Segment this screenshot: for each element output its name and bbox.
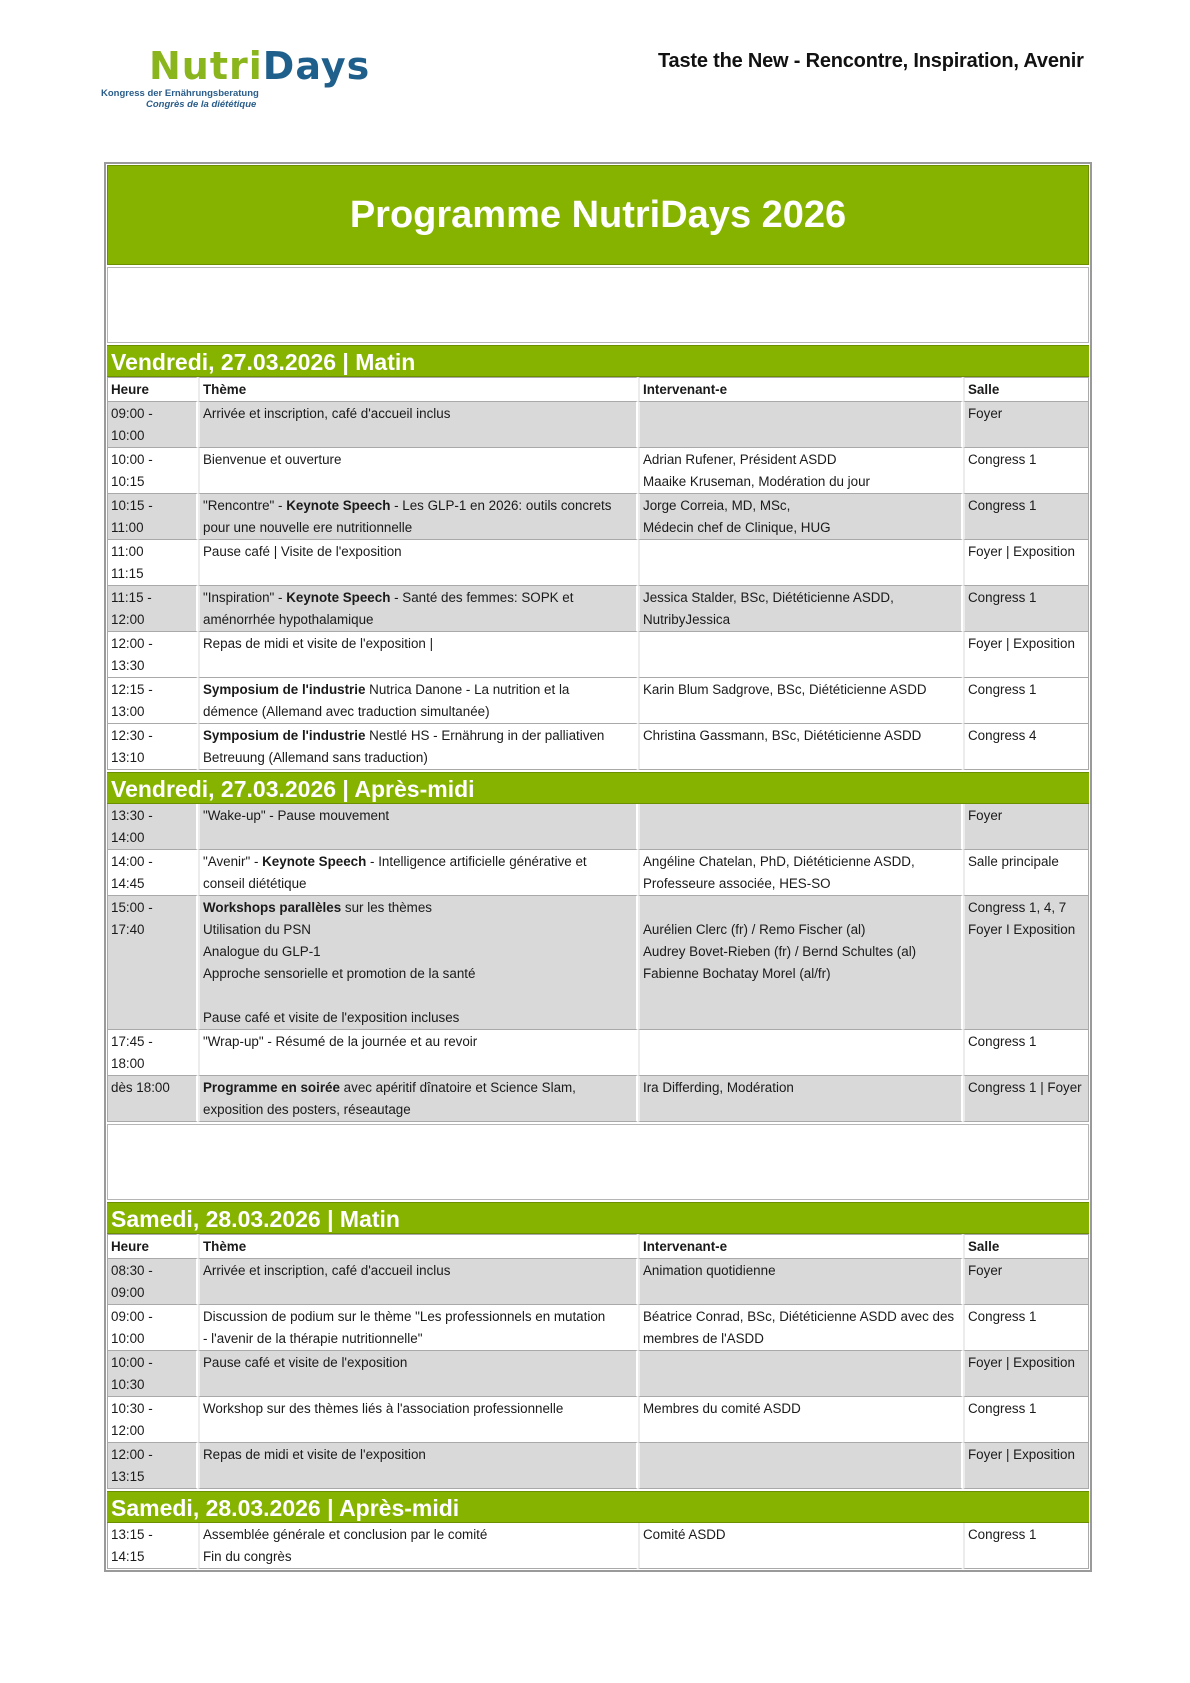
time-line: 13:30 (111, 658, 145, 673)
theme-cell (198, 724, 638, 770)
theme-text: Arrivée et inscription, café d'accueil inclus (203, 1263, 451, 1278)
theme-cell (198, 1259, 638, 1305)
theme-emphasis: Keynote Speech (262, 854, 367, 869)
time-line: 17:40 (111, 922, 145, 937)
theme-cell (198, 1351, 638, 1397)
time-cell (107, 1076, 198, 1122)
room-line: Salle principale (968, 854, 1059, 869)
room-line: Foyer | Exposition (968, 544, 1075, 559)
theme-text: Arrivée et inscription, café d'accueil inclus (203, 406, 451, 421)
speaker-cell (638, 1305, 963, 1351)
theme-line (203, 701, 633, 723)
theme-emphasis: Symposium de l'industrie (203, 728, 366, 743)
time-cell (107, 896, 198, 1030)
room-line: Congress 1 | Foyer (968, 1080, 1082, 1095)
time-line: 11:15 (111, 566, 144, 581)
section-heading: Vendredi, 27.03.2026 | Matin (107, 345, 1089, 377)
table-row (107, 724, 1089, 770)
theme-text: "Wake-up" - Pause mouvement (203, 808, 390, 823)
speaker-line: Aurélien Clerc (fr) / Remo Fischer (al) (643, 922, 866, 937)
column-header-room: Salle (963, 377, 1089, 402)
theme-cell (198, 1443, 638, 1489)
speaker-line: Christina Gassmann, BSc, Diététicienne ASDD (643, 728, 922, 743)
time-cell (107, 402, 198, 448)
time-line: 11:00 (111, 544, 144, 559)
column-header-theme: Thème (198, 377, 638, 402)
title-band (107, 165, 1089, 265)
time-line: 09:00 - (111, 1309, 153, 1324)
theme-emphasis: Workshops parallèles (203, 900, 342, 915)
speaker-line: Ira Differding, Modération (643, 1080, 794, 1095)
time-cell (107, 850, 198, 896)
room-cell (963, 1523, 1089, 1569)
theme-line (203, 805, 633, 827)
table-header-row (107, 1234, 1089, 1259)
theme-text: Pause café et visite de l'exposition (203, 1355, 408, 1370)
logo-subtitle-fr: Congrès de la diététique (146, 99, 257, 110)
theme-line (203, 517, 633, 539)
time-line: 14:00 - (111, 854, 153, 869)
theme-line (203, 1524, 633, 1546)
theme-cell (198, 850, 638, 896)
section-heading: Samedi, 28.03.2026 | Matin (107, 1202, 1089, 1234)
table-row (107, 448, 1089, 494)
time-line: 12:15 - (111, 682, 153, 697)
column-header-speaker: Intervenant-e (638, 1234, 963, 1259)
theme-emphasis: Keynote Speech (286, 498, 391, 513)
theme-line (203, 1077, 633, 1099)
theme-text: Repas de midi et visite de l'exposition | (203, 636, 434, 651)
theme-text: Discussion de podium sur le thème "Les professionnels en mutation (203, 1309, 606, 1324)
speaker-cell (638, 1259, 963, 1305)
speaker-line: Béatrice Conrad, BSc, Diététicienne ASDD avec des (643, 1309, 955, 1324)
room-line: Congress 1 (968, 1527, 1037, 1542)
speaker-line: Jessica Stalder, BSc, Diététicienne ASDD, (643, 590, 894, 605)
room-line: Congress 1 (968, 1401, 1037, 1416)
room-cell (963, 1351, 1089, 1397)
room-line: Foyer (968, 406, 1003, 421)
room-line: Congress 1 (968, 498, 1037, 513)
room-line: Congress 1 (968, 452, 1037, 467)
table-row (107, 1305, 1089, 1351)
speaker-cell (638, 1030, 963, 1076)
theme-cell (198, 1030, 638, 1076)
theme-text: Fin du congrès (203, 1549, 292, 1564)
column-header-time: Heure (107, 377, 198, 402)
room-cell (963, 586, 1089, 632)
time-cell (107, 1443, 198, 1489)
speaker-cell (638, 1397, 963, 1443)
speaker-line: NutribyJessica (643, 612, 731, 627)
theme-line (203, 1328, 633, 1350)
theme-text: "Wrap-up" - Résumé de la journée et au revoir (203, 1034, 478, 1049)
theme-line (203, 403, 633, 425)
room-line: Foyer I Exposition (968, 922, 1076, 937)
speaker-cell (638, 540, 963, 586)
time-line: 10:00 (111, 1331, 145, 1346)
schedule-table (107, 804, 1089, 1122)
page-title: Programme NutriDays 2026 (349, 193, 847, 236)
room-cell (963, 850, 1089, 896)
table-row (107, 632, 1089, 678)
theme-cell (198, 678, 638, 724)
column-header-time: Heure (107, 1234, 198, 1259)
theme-line (203, 449, 633, 471)
theme-line (203, 1306, 633, 1328)
room-cell (963, 448, 1089, 494)
speaker-line: Karin Blum Sadgrove, BSc, Diététicienne ASDD (643, 682, 927, 697)
theme-text: Pause café | Visite de l'exposition (203, 544, 402, 559)
time-cell (107, 448, 198, 494)
theme-line (203, 1260, 633, 1282)
room-line: Congress 1 (968, 1309, 1037, 1324)
speaker-line: Maaike Kruseman, Modération du jour (643, 474, 871, 489)
room-cell (963, 804, 1089, 850)
speaker-line: Fabienne Bochatay Morel (al/fr) (643, 966, 831, 981)
table-row (107, 1351, 1089, 1397)
time-line: dès 18:00 (111, 1080, 170, 1095)
theme-line (203, 747, 633, 769)
theme-line (203, 1007, 633, 1029)
table-row (107, 402, 1089, 448)
time-line: 13:30 - (111, 808, 153, 823)
table-row (107, 540, 1089, 586)
speaker-cell (638, 448, 963, 494)
theme-text: exposition des posters, réseautage (203, 1102, 411, 1117)
time-line: 09:00 (111, 1285, 145, 1300)
speaker-cell (638, 1076, 963, 1122)
theme-cell (198, 632, 638, 678)
theme-text: Bienvenue et ouverture (203, 452, 342, 467)
time-line: 12:00 - (111, 1447, 153, 1462)
theme-line (203, 1352, 633, 1374)
time-line: 18:00 (111, 1056, 145, 1071)
speaker-line: Membres du comité ASDD (643, 1401, 801, 1416)
theme-text: Assemblée générale et conclusion par le comité (203, 1527, 488, 1542)
room-line: Foyer (968, 1263, 1003, 1278)
theme-text: sur les thèmes (341, 900, 432, 915)
theme-cell (198, 1523, 638, 1569)
theme-emphasis: Programme en soirée (203, 1080, 340, 1095)
speaker-cell (638, 494, 963, 540)
theme-text: Betreuung (Allemand sans traduction) (203, 750, 428, 765)
section-heading: Vendredi, 27.03.2026 | Après-midi (107, 772, 1089, 804)
room-line: Congress 1, 4, 7 (968, 900, 1067, 915)
theme-cell (198, 1397, 638, 1443)
table-row (107, 1523, 1089, 1569)
room-cell (963, 896, 1089, 1030)
theme-text: - l'avenir de la thérapie nutritionnelle" (203, 1331, 423, 1346)
table-row (107, 1397, 1089, 1443)
time-cell (107, 724, 198, 770)
room-cell (963, 1259, 1089, 1305)
time-line: 14:00 (111, 830, 145, 845)
time-line: 13:00 (111, 704, 145, 719)
theme-text: Workshop sur des thèmes liés à l'association professionnelle (203, 1401, 564, 1416)
speaker-cell (638, 1443, 963, 1489)
theme-line (203, 1546, 633, 1568)
blank-row (107, 267, 1089, 343)
time-line: 12:00 (111, 1423, 145, 1438)
room-line: Congress 1 (968, 590, 1037, 605)
time-line: 11:00 (111, 520, 144, 535)
nutridays-logo (101, 44, 371, 110)
theme-line (203, 1031, 633, 1053)
logo-days: Days (262, 44, 371, 88)
room-cell (963, 632, 1089, 678)
time-line: 11:15 - (111, 590, 152, 605)
speaker-cell (638, 402, 963, 448)
theme-line (203, 985, 633, 1007)
table-row (107, 850, 1089, 896)
time-line: 17:45 - (111, 1034, 153, 1049)
room-cell (963, 1076, 1089, 1122)
time-line: 10:30 - (111, 1401, 153, 1416)
logo-subtitle-de: Kongress der Ernährungsberatung (101, 88, 259, 99)
time-line: 10:30 (111, 1377, 145, 1392)
room-cell (963, 1305, 1089, 1351)
time-line: 09:00 - (111, 406, 153, 421)
table-row (107, 1443, 1089, 1489)
table-row (107, 494, 1089, 540)
time-cell (107, 586, 198, 632)
theme-text: - Intelligence artificielle générative et (366, 854, 587, 869)
room-cell (963, 1443, 1089, 1489)
time-cell (107, 1305, 198, 1351)
room-cell (963, 1397, 1089, 1443)
speaker-cell (638, 586, 963, 632)
table-row (107, 1030, 1089, 1076)
theme-cell (198, 586, 638, 632)
theme-text: démence (Allemand avec traduction simultanée) (203, 704, 490, 719)
room-line: Foyer | Exposition (968, 1355, 1075, 1370)
time-cell (107, 1523, 198, 1569)
table-row (107, 804, 1089, 850)
time-line: 10:15 (111, 474, 145, 489)
column-header-speaker: Intervenant-e (638, 377, 963, 402)
theme-cell (198, 1076, 638, 1122)
theme-line (203, 495, 633, 517)
room-cell (963, 494, 1089, 540)
speaker-cell (638, 724, 963, 770)
time-line: 13:10 (111, 750, 145, 765)
theme-text: "Inspiration" - (203, 590, 287, 605)
theme-line (203, 941, 633, 963)
column-header-room: Salle (963, 1234, 1089, 1259)
time-cell (107, 1351, 198, 1397)
time-line: 10:15 - (111, 498, 153, 513)
speaker-cell (638, 1523, 963, 1569)
table-row (107, 1259, 1089, 1305)
time-line: 15:00 - (111, 900, 153, 915)
theme-text: avec apéritif dînatoire et Science Slam, (339, 1080, 576, 1095)
theme-text: Utilisation du PSN (203, 922, 311, 937)
speaker-cell (638, 850, 963, 896)
theme-cell (198, 540, 638, 586)
speaker-line: Audrey Bovet-Rieben (fr) / Bernd Schultes (al) (643, 944, 917, 959)
time-line: 13:15 - (111, 1527, 153, 1542)
theme-line (203, 963, 633, 985)
programme-frame (104, 162, 1092, 1572)
theme-cell (198, 804, 638, 850)
theme-text: conseil diététique (203, 876, 307, 891)
theme-cell (198, 896, 638, 1030)
time-line: 12:30 - (111, 728, 153, 743)
room-cell (963, 724, 1089, 770)
column-header-theme: Thème (198, 1234, 638, 1259)
theme-text: "Avenir" - (203, 854, 263, 869)
theme-line (203, 1099, 633, 1121)
speaker-cell (638, 632, 963, 678)
theme-line (203, 851, 633, 873)
speaker-line: Adrian Rufener, Président ASDD (643, 452, 837, 467)
theme-text: Approche sensorielle et promotion de la santé (203, 966, 476, 981)
theme-emphasis: Keynote Speech (286, 590, 391, 605)
time-cell (107, 678, 198, 724)
programme-sections (107, 345, 1089, 1569)
logo-nutri: Nutri (149, 44, 263, 88)
time-cell (107, 1030, 198, 1076)
theme-line (203, 725, 633, 747)
theme-text: Analogue du GLP-1 (203, 944, 321, 959)
theme-line (203, 541, 633, 563)
theme-emphasis: Symposium de l'industrie (203, 682, 366, 697)
theme-text: aménorrhée hypothalamique (203, 612, 374, 627)
header-tagline: Taste the New - Rencontre, Inspiration, Avenir (658, 50, 1084, 72)
speaker-line: Angéline Chatelan, PhD, Diététicienne ASDD, (643, 854, 915, 869)
room-line: Foyer (968, 808, 1003, 823)
theme-text: Nutrica Danone - La nutrition et la (365, 682, 570, 697)
room-cell (963, 402, 1089, 448)
theme-line (203, 609, 633, 631)
table-row (107, 896, 1089, 1030)
theme-text: Pause café et visite de l'exposition incluses (203, 1010, 460, 1025)
speaker-cell (638, 896, 963, 1030)
speaker-line: Jorge Correia, MD, MSc, (643, 498, 791, 513)
theme-line (203, 679, 633, 701)
time-line: 13:15 (111, 1469, 145, 1484)
theme-line (203, 919, 633, 941)
theme-text: - Santé des femmes: SOPK et (390, 590, 574, 605)
time-cell (107, 1397, 198, 1443)
room-cell (963, 678, 1089, 724)
speaker-line: Comité ASDD (643, 1527, 726, 1542)
theme-cell (198, 1305, 638, 1351)
theme-cell (198, 448, 638, 494)
logo-wordmark (149, 44, 370, 88)
speaker-cell (638, 678, 963, 724)
theme-text: Nestlé HS - Ernährung in der palliativen (365, 728, 605, 743)
room-line: Congress 4 (968, 728, 1037, 743)
speaker-line (643, 897, 958, 919)
room-cell (963, 1030, 1089, 1076)
theme-line (203, 1444, 633, 1466)
time-cell (107, 1259, 198, 1305)
schedule-table (107, 1234, 1089, 1489)
time-cell (107, 804, 198, 850)
theme-line (203, 633, 633, 655)
room-line: Foyer | Exposition (968, 636, 1075, 651)
schedule-table (107, 377, 1089, 770)
theme-line (203, 897, 633, 919)
time-line: 08:30 - (111, 1263, 153, 1278)
table-row (107, 586, 1089, 632)
speaker-line: Médecin chef de Clinique, HUG (643, 520, 831, 535)
room-line: Congress 1 (968, 1034, 1037, 1049)
speaker-line: membres de l'ASDD (643, 1331, 764, 1346)
time-line: 14:15 (111, 1549, 145, 1564)
theme-line (203, 587, 633, 609)
theme-line (203, 1398, 633, 1420)
theme-text: "Rencontre" - (203, 498, 287, 513)
time-cell (107, 540, 198, 586)
theme-cell (198, 402, 638, 448)
room-line: Foyer | Exposition (968, 1447, 1075, 1462)
speaker-line: Professeure associée, HES-SO (643, 876, 831, 891)
room-line: Congress 1 (968, 682, 1037, 697)
table-row (107, 678, 1089, 724)
theme-text: pour une nouvelle ere nutritionnelle (203, 520, 413, 535)
blank-row (107, 1124, 1089, 1200)
time-line: 14:45 (111, 876, 145, 891)
time-line: 12:00 (111, 612, 145, 627)
time-cell (107, 632, 198, 678)
table-header-row (107, 377, 1089, 402)
time-line: 10:00 (111, 428, 145, 443)
room-cell (963, 540, 1089, 586)
time-line: 10:00 - (111, 1355, 153, 1370)
theme-line (203, 873, 633, 895)
table-row (107, 1076, 1089, 1122)
speaker-cell (638, 804, 963, 850)
theme-cell (198, 494, 638, 540)
theme-text: - Les GLP-1 en 2026: outils concrets (390, 498, 612, 513)
time-line: 12:00 - (111, 636, 153, 651)
speaker-line: Animation quotidienne (643, 1263, 776, 1278)
schedule-table (107, 1523, 1089, 1569)
time-line: 10:00 - (111, 452, 153, 467)
speaker-cell (638, 1351, 963, 1397)
theme-text: Repas de midi et visite de l'exposition (203, 1447, 426, 1462)
time-cell (107, 494, 198, 540)
section-heading: Samedi, 28.03.2026 | Après-midi (107, 1491, 1089, 1523)
